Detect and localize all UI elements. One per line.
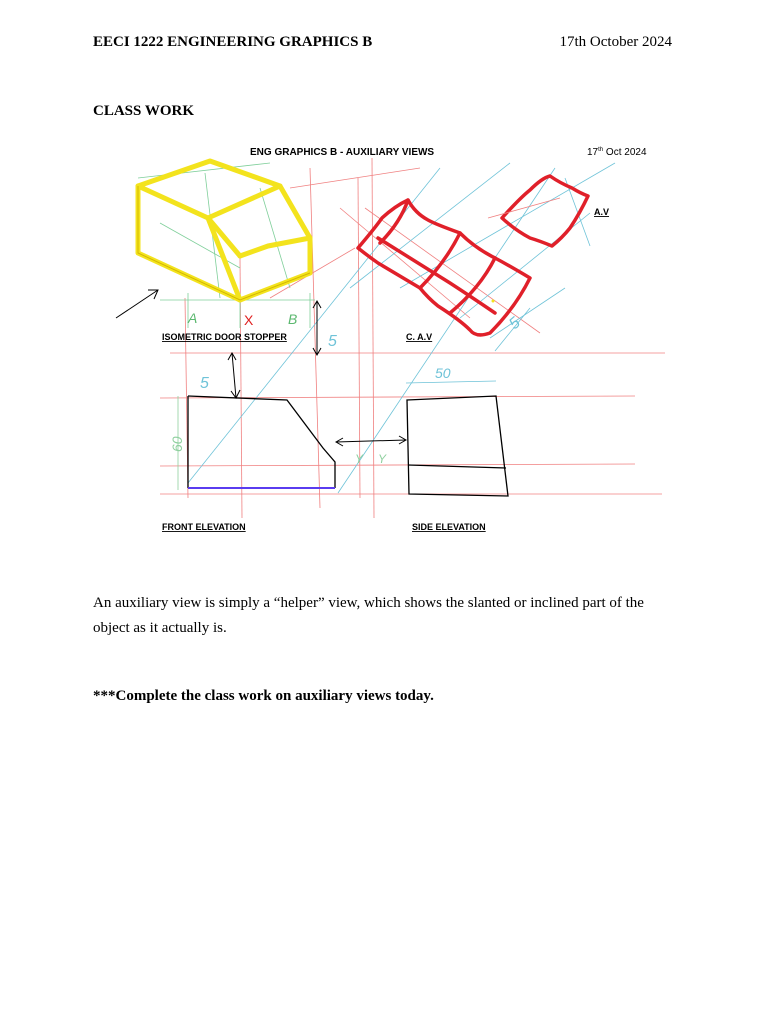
- dim-five-aux: 5: [506, 314, 524, 334]
- side-elevation: [407, 396, 508, 496]
- task-note: ***Complete the class work on auxiliary views today.: [93, 688, 434, 704]
- auxiliary-view-drawing: [110, 138, 670, 548]
- label-isometric: ISOMETRIC DOOR STOPPER: [162, 332, 287, 342]
- explanation-paragraph: An auxiliary view is simply a “helper” view, which shows the slanted or inclined part of the object as it actually is.: [93, 595, 644, 636]
- drawing-date: 17th Oct 2024: [587, 147, 647, 158]
- dim-sixty: 60: [169, 436, 185, 452]
- label-x: X: [244, 312, 254, 328]
- dim-fifty-line: [406, 381, 496, 383]
- label-y-2: Y: [378, 452, 387, 466]
- course-title: EECI 1222 ENGINEERING GRAPHICS B: [93, 34, 373, 50]
- label-side-elevation: SIDE ELEVATION: [412, 522, 486, 532]
- front-elevation: [188, 396, 335, 488]
- label-b: B: [288, 311, 298, 327]
- isometric-door-stopper: [138, 161, 310, 300]
- dim-fifty: 50: [435, 365, 451, 381]
- dot-marker: [492, 300, 495, 303]
- label-av: A.V: [594, 207, 610, 217]
- dim-five-vertical: 5: [328, 333, 337, 350]
- label-a: A: [188, 310, 198, 326]
- drawing-title: ENG GRAPHICS B - AUXILIARY VIEWS: [250, 147, 435, 158]
- document-date: 17th October 2024: [559, 34, 672, 50]
- label-front-elevation: FRONT ELEVATION: [162, 522, 246, 532]
- section-title: CLASS WORK: [93, 103, 195, 119]
- dimension-arrows: [228, 301, 406, 446]
- label-cav: C. A.V: [406, 332, 433, 342]
- iso-construction-lines: [138, 163, 315, 328]
- dim-five-front: 5: [200, 375, 209, 392]
- label-y-1: Y: [355, 452, 364, 466]
- view-direction-arrow: [116, 290, 158, 318]
